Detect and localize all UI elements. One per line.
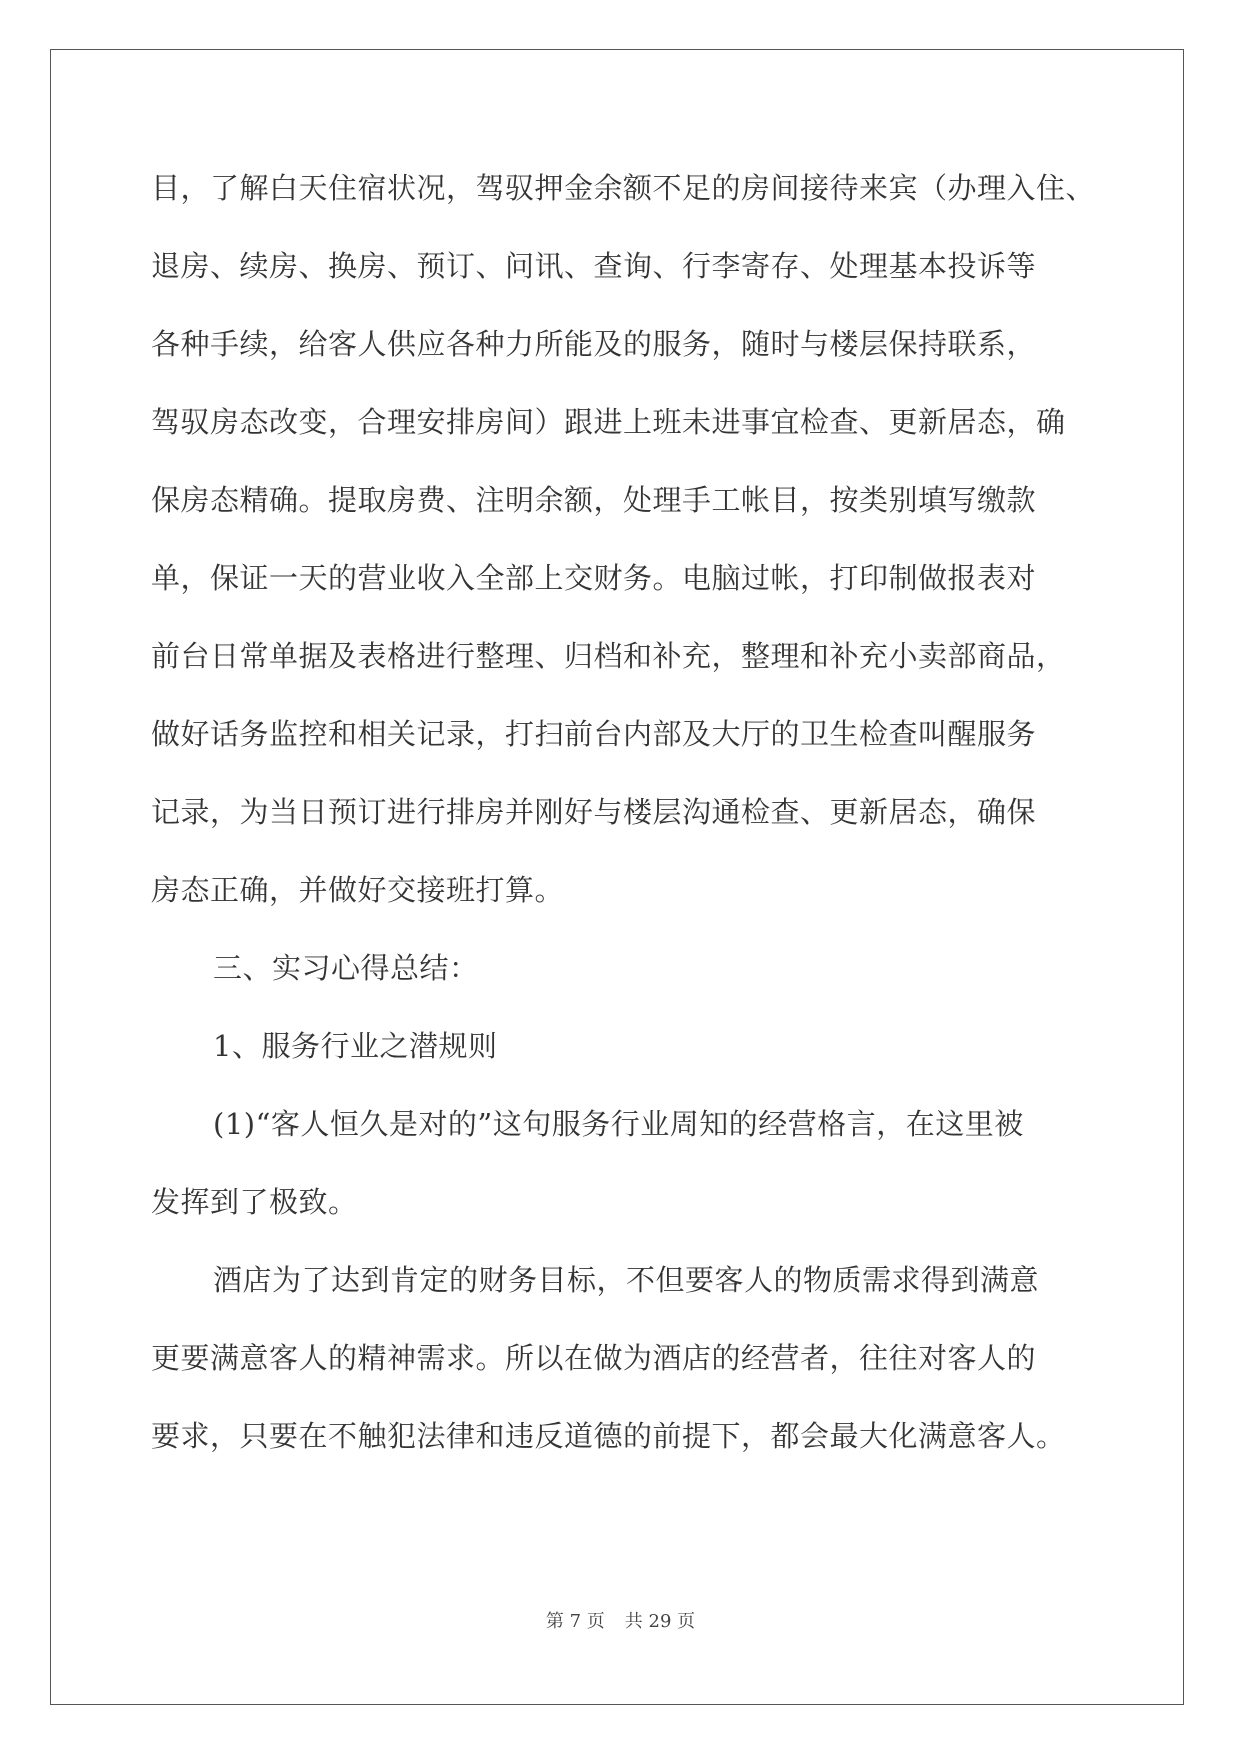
body-line: 发挥到了极致。 <box>151 1185 358 1219</box>
body-line: 酒店为了达到肯定的财务目标，不但要客人的物质需求得到满意 <box>213 1263 1040 1297</box>
body-line: 记录，为当日预订进行排房并刚好与楼层沟通检查、更新居态，确保 <box>151 795 1037 829</box>
body-line: 要求，只要在不触犯法律和违反道德的前提下，都会最大化满意客人。 <box>151 1419 1066 1453</box>
section-heading: 三、实习心得总结： <box>213 951 479 985</box>
body-line: 单，保证一天的营业收入全部上交财务。电脑过帐，打印制做报表对 <box>151 561 1037 595</box>
page-number: 第 7 页 <box>545 1611 605 1632</box>
body-line: 目，了解白天住宿状况，驾驭押金余额不足的房间接待来宾（办理入住、 <box>151 171 1096 205</box>
page-footer <box>0 1611 1241 1633</box>
body-line: 退房、续房、换房、预订、问讯、查询、行李寄存、处理基本投诉等 <box>151 249 1037 283</box>
body-line: 更要满意客人的精神需求。所以在做为酒店的经营者，往往对客人的 <box>151 1341 1037 1375</box>
body-line: 做好话务监控和相关记录，打扫前台内部及大厅的卫生检查叫醒服务 <box>151 717 1037 751</box>
body-line: (1)“客人恒久是对的”这句服务行业周知的经营格言，在这里被 <box>213 1107 1024 1141</box>
page-total: 共 29 页 <box>624 1611 696 1632</box>
subsection-heading: 1、服务行业之潜规则 <box>213 1029 498 1063</box>
body-line: 保房态精确。提取房费、注明余额，处理手工帐目，按类别填写缴款 <box>151 483 1037 517</box>
body-line: 前台日常单据及表格进行整理、归档和补充，整理和补充小卖部商品， <box>151 639 1066 673</box>
body-line: 房态正确，并做好交接班打算。 <box>151 873 565 907</box>
body-line: 驾驭房态改变，合理安排房间）跟进上班未进事宜检查、更新居态，确 <box>151 405 1066 439</box>
body-line: 各种手续，给客人供应各种力所能及的服务，随时与楼层保持联系， <box>151 327 1037 361</box>
